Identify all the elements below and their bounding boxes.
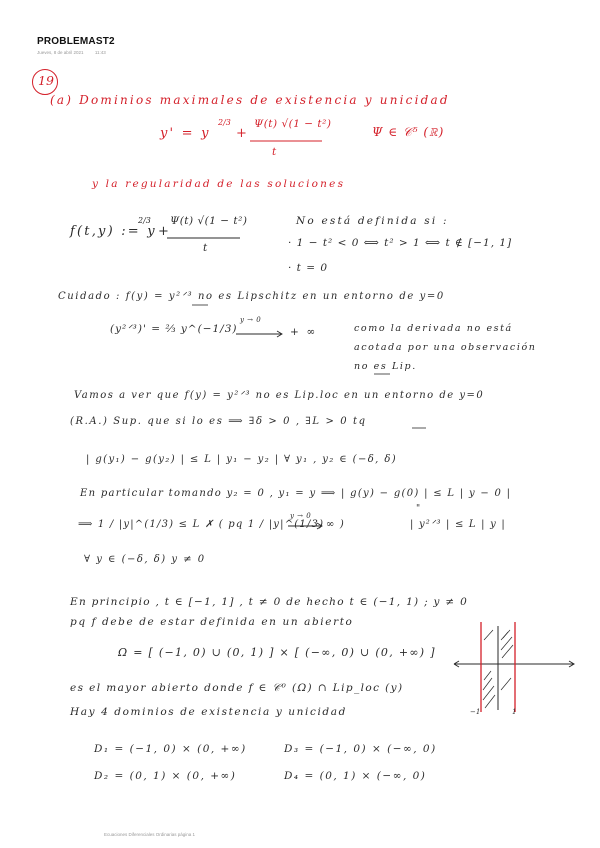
ode-exponent: 2/3 (218, 118, 231, 127)
axis-label-minus-one: −1 (470, 708, 481, 716)
f-definition-exponent: 2/3 (138, 216, 151, 225)
problem-number: 19 (38, 73, 54, 88)
ode-fraction-numerator: Ψ(t) √(1 − t²) (254, 118, 332, 130)
f-fraction-numerator: Ψ(t) √(1 − t²) (170, 215, 248, 227)
remark-line-1: como la derivada no está (354, 323, 513, 334)
page-footer: Ecuaciones Diferenciales Ordinarias página 1 (104, 832, 196, 837)
contradiction-assumption: (R.A.) Sup. que si lo es ⟹ ∃δ > 0 , ∃L > 0 tq (70, 416, 367, 427)
note-title: PROBLEMAST2 (37, 36, 115, 47)
derivative-formula: (y²ᐟ³)' = ⅔ y^(−1/3) (110, 323, 238, 335)
four-domains-line: Hay 4 dominios de existencia y unicidad (70, 706, 347, 718)
implied-limit: ∞ ) (326, 519, 346, 530)
regularity-line: y la regularidad de las soluciones (92, 178, 346, 190)
claim-line: Vamos a ver que f(y) = y²ᐟ³ no es Lip.loc en un entorno de y=0 (74, 390, 485, 401)
implied-arrow-label: y → 0 (290, 512, 312, 520)
lipschitz-inequality: | g(y₁) − g(y₂) | ≤ L | y₁ − y₂ | ∀ y₁ , y₂ ∈ (−δ, δ) (86, 454, 398, 465)
ode-lhs: y' = y (160, 126, 211, 141)
domain-d4: D₄ = (0, 1) × (−∞, 0) (284, 770, 427, 782)
equivalent-inequality: | y²ᐟ³ | ≤ L | y | (410, 519, 506, 530)
condition-bullet-2: · t = 0 (288, 262, 329, 274)
implied-inequality: ⟹ 1 / |y|^(1/3) ≤ L ✗ ( pq 1 / |y|^(1/3) (78, 519, 325, 530)
axis-label-one: 1 (512, 708, 517, 716)
particular-case-line: En particular tomando y₂ = 0 , y₁ = y ⟹ | g(y) − g(0) | ≤ L | y − 0 | (80, 488, 512, 499)
omega-definition: Ω = [ (−1, 0) ∪ (0, 1) ] × [ (−∞, 0) ∪ (0, +∞) ] (118, 646, 436, 659)
domain-d1: D₁ = (−1, 0) × (0, +∞) (94, 743, 247, 755)
f-fraction-denominator: t (203, 242, 210, 254)
open-set-line: pq f debe de estar definida en un abierto (70, 616, 354, 628)
domain-d3: D₃ = (−1, 0) × (−∞, 0) (284, 743, 437, 755)
f-definition-lhs: f(t,y) := y (70, 224, 157, 239)
note-date: Jueves, 8 de abril 2021 (37, 50, 84, 55)
in-principle-line: En principio , t ∈ [−1, 1] , t ≠ 0 de hecho t ∈ (−1, 1) ; y ≠ 0 (70, 596, 469, 608)
not-defined-heading: No está definida si : (296, 215, 449, 227)
remark-line-2: acotada por una observación (354, 342, 537, 353)
condition-bullet-1: · 1 − t² < 0 ⟺ t² > 1 ⟺ t ∉ [−1, 1] (288, 237, 513, 249)
limit-value: + ∞ (290, 326, 318, 338)
remark-line-3: no es Lip. (354, 361, 417, 372)
for-all-y-line: ∀ y ∈ (−δ, δ) y ≠ 0 (84, 554, 206, 565)
part-a-heading: (a) Dominios maximales de existencia y unicidad (50, 93, 450, 107)
ode-fraction-denominator: t (272, 146, 279, 158)
note-time: 11:43 (94, 50, 106, 55)
largest-open-set-line: es el mayor abierto donde f ∈ 𝒞⁰ (Ω) ∩ Lip_loc (y) (70, 682, 404, 694)
limit-arrow-label: y → 0 (240, 316, 262, 324)
ode-plus: + (236, 126, 250, 141)
equivalence-mark: " (416, 504, 423, 514)
ode-condition: Ψ ∈ 𝒞⁵ (ℝ) (372, 125, 445, 139)
domain-d2: D₂ = (0, 1) × (0, +∞) (94, 770, 237, 782)
warning-line: Cuidado : f(y) = y²ᐟ³ no es Lipschitz en un entorno de y=0 (58, 291, 445, 302)
domain-sketch (454, 622, 574, 712)
f-definition-plus: + (158, 224, 172, 239)
